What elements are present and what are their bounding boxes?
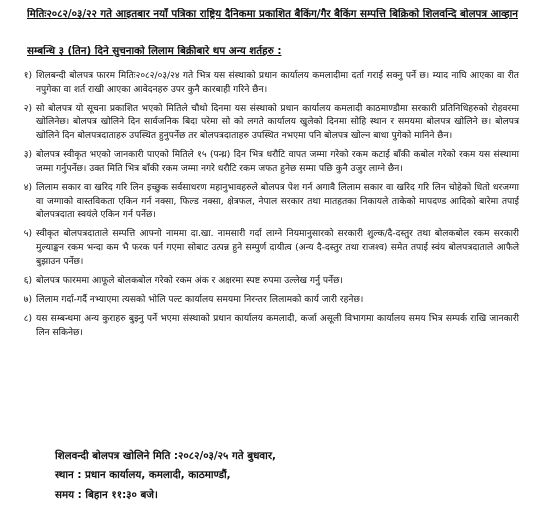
item-number: ५) bbox=[23, 229, 32, 240]
item-text: लिलाम गर्दा-गर्दै नभ्याएमा त्यसको भोलि पल्ट कार्यालय समयमा निरन्तर लिलामको कार्य जारी रहनेछ। bbox=[36, 294, 364, 305]
opening-time: समय : बिहान ११:३० बजे। bbox=[55, 489, 158, 501]
item-text: लिलाम सकार वा खरिद गरि लिन इच्छुक सर्वसाधरण महानुभावहरुले बोलपत्र पेश गर्न अगावै लिलाम सकार वा खरिद गरि लिन चोहेको धितो धरजग्गा वा जग्गाको वास्तविकता एकिन गर्न नक्सा, फिल्ड नक्सा, क्षेत्रफल, नेपाल सरकार तथा मातहतका निकायले ताकेको मापदण्ड आदिको बारेमा तपाई बोलपत्रदाता स्वयंले एकिन गर्न पर्नेछ। bbox=[36, 182, 519, 221]
item-number: ३) bbox=[23, 150, 32, 161]
list-item bbox=[0, 103, 539, 144]
item-number: २) bbox=[23, 103, 32, 114]
list-item bbox=[0, 70, 539, 97]
notice-heading: मितिः२०८२/०३/२२ गते आइतबार नयाँ पत्रिका राष्ट्रिय दैनिकमा प्रकाशित बैकिंग/गैर बैकिंग सम्पत्ति बिक्रिको शिलवन्दि बोलपत्र आव्हान bbox=[27, 8, 519, 20]
item-number: ४) bbox=[23, 182, 32, 193]
list-item bbox=[0, 313, 539, 340]
item-text: बोलपत्र स्वीकृत भएको जानकारी पाएको मितिले १५ (पन्ध्र) दिन भित्र धरौटि वापत जम्मा गरेको रकम कटाई बाँकी कबोल गरेको रकम यस संस्थामा जम्मा गर्नुपर्नेछ। उक्त मिति भित्र बाँकी रकम जम्मा नगरे धरौटि रकम जफत हुनेछ सम्मा पछि कुनै उजुर लाग्ने छैन। bbox=[36, 150, 519, 174]
opening-date: शिलवन्दी बोलपत्र खोलिने मिति :२०८२/०३/२५ गते बुधवार, bbox=[55, 450, 276, 462]
item-number: ८) bbox=[23, 314, 32, 325]
item-number: १) bbox=[23, 71, 32, 81]
item-text: सो बोलपत्र यो सूचना प्रकाशित भएको मितिले चौथो दिनमा यस संस्थाको प्रधान कार्यालय कमलादी काठमाण्डौमा सरकारी प्रतिनिधिहरुको रोहवरमा खोलिनेछ। बोलपत्र खोलिने दिन सार्वजनिक बिदा परेमा सो को लगते कार्यालय खुलेको दिनमा सोहि स्थान र समयमा बोलपत्र खोलिने छ। बोलपत्र खोलिने दिन बोलपत्रदाताहरु उपस्थित हुनुपर्नेछ तर बोलपत्रदाताहरु उपस्थित नभएमा पनि बोलपत्र खोल्न बाधा पुगेको मानिने छैन। bbox=[36, 103, 519, 141]
item-text: स्वीकृत बोलपत्रदाताले सम्पत्ति आफ्नो नाममा दा.खा. नामसारी गर्दा लाग्ने नियमानुसारको सरकारी शुल्क/दै-दस्तुर तथा बोलकबोल रकम सरकारी मुल्याङ्कन रकम भन्दा कम भै फरक पर्न गएमा सोबाट उत्पन्न हुने सम्पुर्ण दायीत्व (अन्य दै-दस्तुर तथा राजश्व) समेत तपाई स्वंय बोलपत्रदाताले आफैले बुझाउन पर्नेछ। bbox=[36, 229, 519, 267]
item-text: बोलपत्र फारममा आफूले बोलकबोल गरेको रकम अंक र अक्षरमा स्पष्ट रुपमा उल्लेख गर्नु पर्नेछ। bbox=[36, 275, 343, 286]
item-text: शिलबन्दी बोलपत्र फारम मितिः२०८२/०३/२४ गते भित्र यस संस्थाको प्रधान कार्यालय कमलादीमा दर्ता गराई सक्नु पर्ने छ। म्याद नाघि आएका वा रीत नपुगेका वा शर्त राखी आएका आवेदनहरु उपर कुनै कारबाही गरिने छैन। bbox=[36, 71, 519, 95]
item-number: ६) bbox=[23, 275, 32, 286]
list-item bbox=[0, 275, 539, 289]
opening-venue: स्थान : प्रधान कार्यालय, कमलादी, काठमाण्डौं, bbox=[55, 469, 231, 481]
item-number: ७) bbox=[23, 294, 32, 305]
list-item bbox=[0, 294, 539, 308]
terms-list bbox=[0, 70, 539, 346]
item-text: यस सम्बन्धमा अन्य कुराहरु बुझ्नु पर्ने भएमा संस्थाको प्रधान कार्यालय कमलादी, कर्जा असूली विभागमा कार्यालय समय भित्र सम्पर्क राखि जानकारी लिन सकिनेछ। bbox=[36, 314, 519, 338]
list-item bbox=[0, 228, 539, 269]
notice-subheading: सम्बन्धि ३ (तिन) दिने सुचनाको लिलाम बिक्रीबारे थप अन्य शर्तहरु : bbox=[27, 45, 282, 57]
list-item bbox=[0, 182, 539, 223]
list-item bbox=[0, 149, 539, 176]
